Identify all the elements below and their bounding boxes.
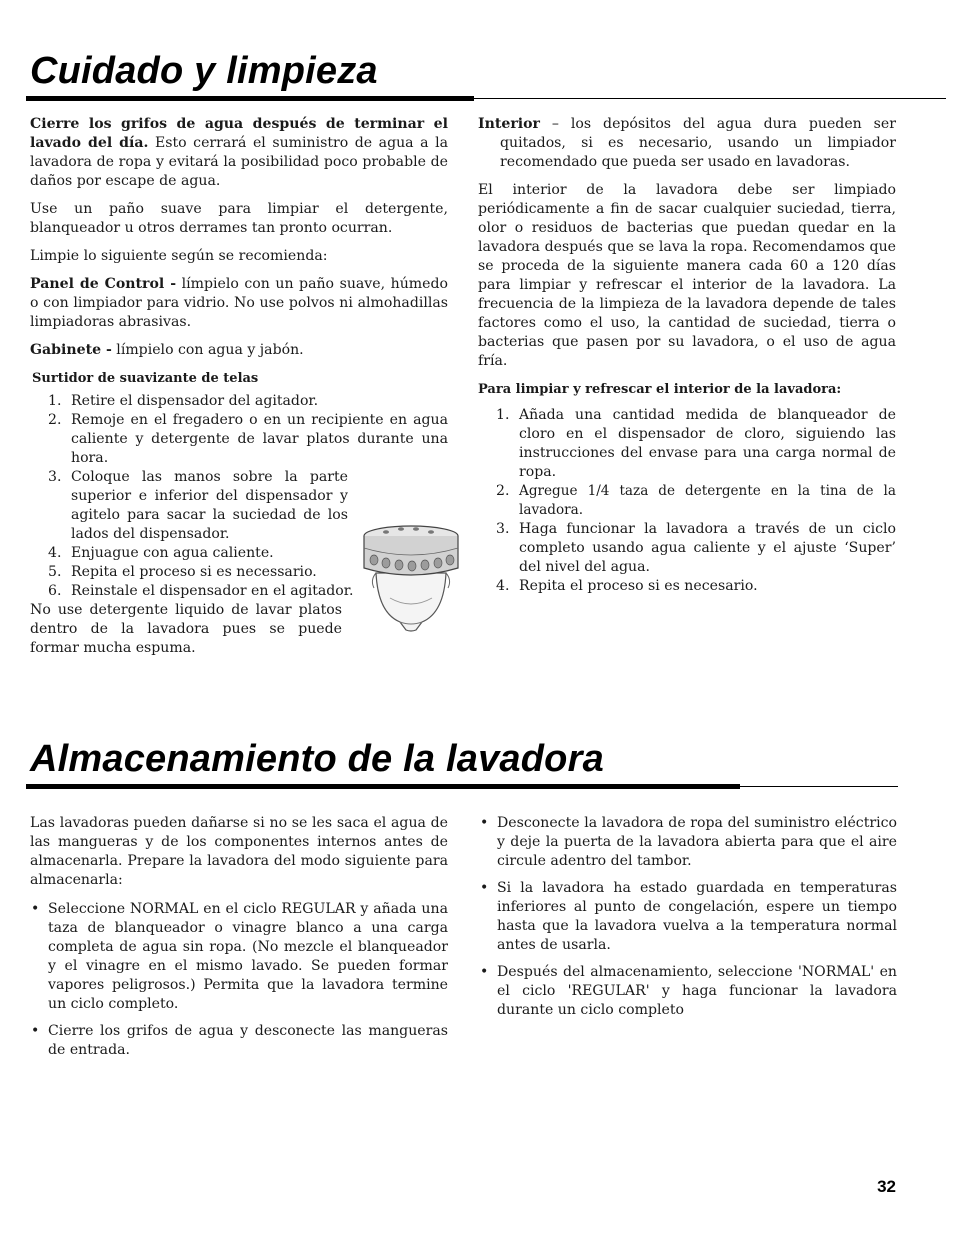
list-item: 2. Remoje en el fregadero o en un recipiente en agua caliente y detergente de lavar platos durante una hora. <box>48 412 448 466</box>
section-title-cuidado: Cuidado y limpieza <box>30 50 378 92</box>
list-item: 1. Retire el dispensador del agitador. <box>48 393 319 409</box>
paragraph-grifos: Cierre los grifos de agua después de terminar el lavado del día. Esto cerrará el suministro de agua a la lavadora de ropa y evitará la posibilidad poco probable de daños por escape de agua. <box>30 116 448 189</box>
subhead-surtidor: Surtidor de suavizante de telas <box>32 371 259 386</box>
paragraph-panel-control: Panel de Control - límpielo con un paño suave, húmedo o con limpiador para vidrio. No use polvos ni almohadillas limpiadoras abrasivas. <box>30 276 448 330</box>
almacenamiento-right-column <box>479 814 897 1028</box>
list-item: • Si la lavadora ha estado guardada en temperaturas inferiores al punto de congelación, espere un tiempo hasta que la lavadora vuelva a la temperatura normal antes de usarla. <box>480 880 897 953</box>
almacenamiento-left-bullets <box>30 900 448 1060</box>
paragraph-pano: Use un paño suave para limpiar el detergente, blanqueador u otros derrames tan pronto ocurran. <box>30 201 448 236</box>
paragraph-almacenamiento-intro: Las lavadoras pueden dañarse si no se les saca el agua de las mangueras y de los componentes internos antes de almacenarla. Prepare la lavadora del modo siguiente para almacenarla: <box>30 815 448 888</box>
paragraph-interior: Interior – los depósitos del agua dura pueden ser quitados, si es necesario, usando un limpiador recomendado que pueda ser usado en lavadoras. <box>478 116 896 170</box>
list-item: 3. Haga funcionar la lavadora a través de un ciclo completo usando agua caliente y el ajuste ‘Super’ del nivel del agua. <box>496 521 896 575</box>
almacenamiento-right-bullets <box>479 814 897 1020</box>
list-item: 4. Repita el proceso si es necesario. <box>496 578 758 594</box>
paragraph-limpie: Limpie lo siguiente según se recomienda: <box>30 248 328 264</box>
list-item: • Cierre los grifos de agua y desconecte las mangueras de entrada. <box>31 1023 448 1058</box>
paragraph-gabinete: Gabinete - límpielo con agua y jabón. <box>30 342 304 358</box>
list-item: 4. Enjuague con agua caliente. <box>48 545 274 561</box>
section-title-almacenamiento: Almacenamiento de la lavadora <box>30 738 604 780</box>
list-item: • Seleccione NORMAL en el ciclo REGULAR y añada una taza de blanqueador o vinagre blanco a una carga completa de agua sin ropa. (No mezcle el blanqueador y el vinagre en el mismo lavado. Se pueden formar vapores peligrosos.) Permita que la lavadora termine un ciclo completo. <box>31 901 448 1012</box>
list-item: 6. Reinstale el dispensador en el agitador. <box>48 583 354 599</box>
paragraph-interior-limpieza: El interior de la lavadora debe ser limpiado periódicamente a fin de sacar cualquier suciedad, tierra, olor o residuos de bacterias que puedan quedar en la lavadora después que se lava la ropa. Recomendamos que se proceda de la siguiente manera cada 60 a 120 días para limpiar y refrescar el interior de la lavadora. La frecuencia de la limpieza de la lavadora depende de tales factores como el uso, la cantidad de suciedad, tierra o bacterias que pasen por su lavadora, o el uso de agua fría. <box>478 182 896 369</box>
fabric-softener-dispenser-image <box>356 518 466 633</box>
list-item: 2. Agregue 1/4 taza de detergente en la tina de la lavadora. <box>496 483 896 518</box>
list-item: 5. Repita el proceso si es necessario. <box>48 564 317 580</box>
almacenamiento-left-column <box>30 814 448 1068</box>
cuidado-right-column <box>478 115 896 596</box>
list-item: 1. Añada una cantidad medida de blanqueador de cloro en el dispensador de cloro, siguiendo las instrucciones del envase para una carga normal de ropa. <box>496 407 896 480</box>
interior-steps <box>478 406 896 596</box>
list-item: 3. Coloque las manos sobre la parte superior e inferior del dispensador y agitelo para sacar la suciedad de los lados del dispensador. <box>48 469 348 542</box>
page-number: 32 <box>877 1177 896 1196</box>
paragraph-note-detergente: No use detergente liquido de lavar platos dentro de la lavadora pues se puede formar mucha espuma. <box>30 602 342 656</box>
list-item: • Después del almacenamiento, seleccione 'NORMAL' en el ciclo 'REGULAR' y haga funcionar la lavadora durante un ciclo completo <box>480 964 897 1018</box>
subhead-limpiar-refrescar: Para limpiar y refrescar el interior de la lavadora: <box>478 382 842 397</box>
list-item: • Desconecte la lavadora de ropa del suministro eléctrico y deje la puerta de la lavadora abierta para que el aire circule adentro del tambor. <box>480 815 897 869</box>
